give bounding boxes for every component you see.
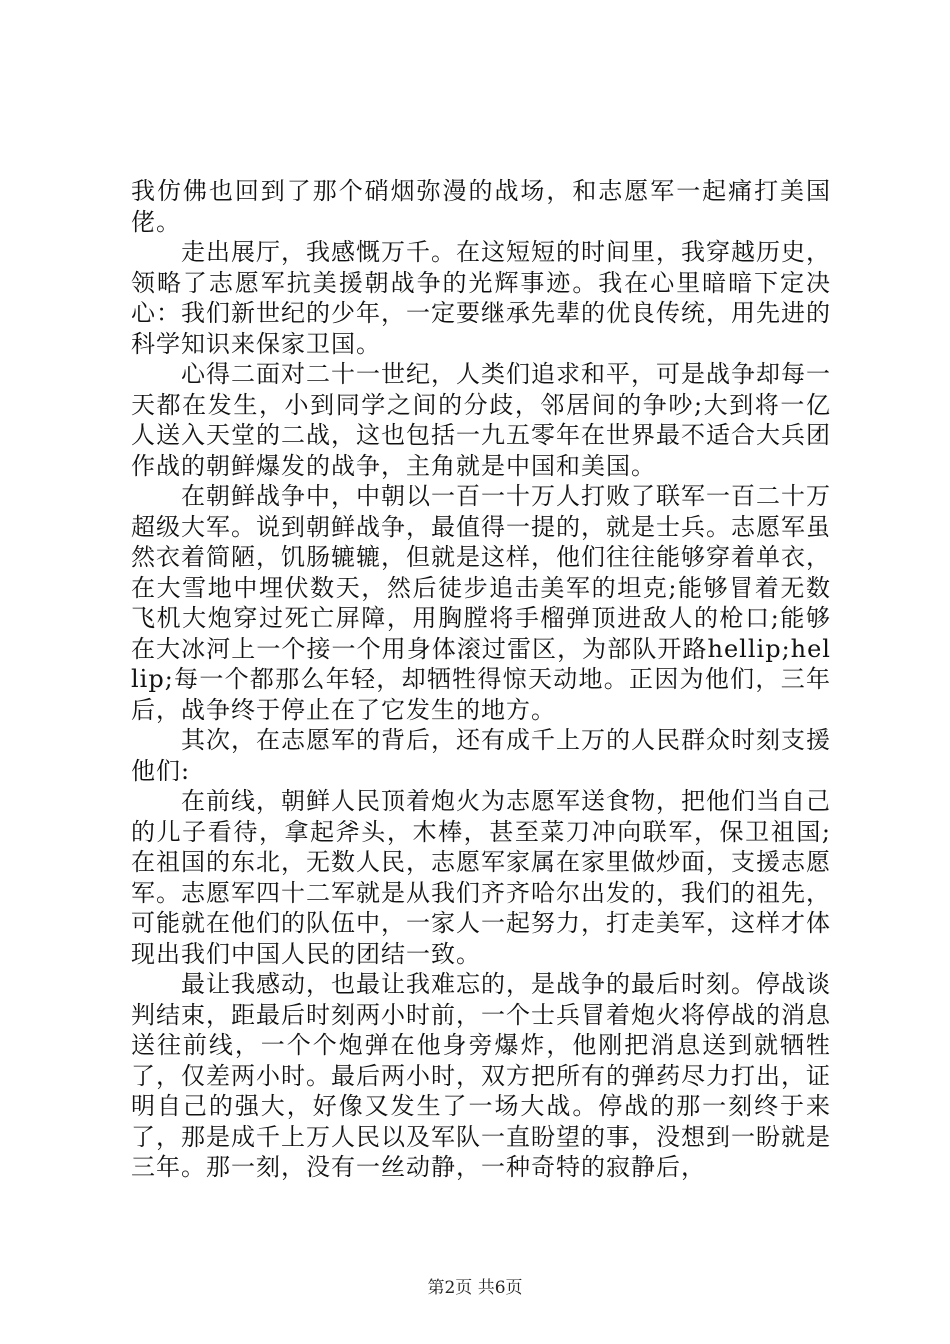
paragraph: 在朝鲜战争中，中朝以一百一十万人打败了联军一百二十万超级大军。说到朝鲜战争，最值得一提的，就是士兵。志愿军虽然衣着简陋，饥肠辘辘，但就是这样，他们往往能够穿着单衣，在大雪地中埋伏数天，然后徒步追击美军的坦克;能够冒着无数飞机大炮穿过死亡屏障，用胸膛将手榴弹顶进敌人的枪口;能够在大冰河上一个接一个用身体滚过雷区，为部队开路hellip;hellip;每一个都那么年轻，却牺牲得惊天动地。正因为他们，三年后，战争终于停止在了它发生的地方。 — [131, 482, 831, 724]
paragraph: 心得二面对二十一世纪，人类们追求和平，可是战争却每一天都在发生，小到同学之间的分歧，邻居间的争吵;大到将一亿人送入天堂的二战，这也包括一九五零年在世界最不适合大兵团作战的朝鲜爆发的战争，主角就是中国和美国。 — [131, 360, 831, 480]
document-body — [131, 176, 831, 1183]
paragraph: 其次，在志愿军的背后，还有成千上万的人民群众时刻支援他们: — [131, 726, 831, 785]
paragraph: 最让我感动，也最让我难忘的，是战争的最后时刻。停战谈判结束，距最后时刻两小时前，一个士兵冒着炮火将停战的消息送往前线，一个个炮弹在他身旁爆炸，他刚把消息送到就牺牲了，仅差两小时。最后两小时，双方把所有的弹药尽力打出，证明自己的强大，好像又发生了一场大战。停战的那一刻终于来了，那是成千上万人民以及军队一直盼望的事，没想到一盼就是三年。那一刻，没有一丝动静，一种奇特的寂静后， — [131, 970, 831, 1181]
paragraph: 在前线，朝鲜人民顶着炮火为志愿军送食物，把他们当自己的儿子看待，拿起斧头，木棒，甚至菜刀冲向联军，保卫祖国;在祖国的东北，无数人民，志愿军家属在家里做炒面，支援志愿军。志愿军四十二军就是从我们齐齐哈尔出发的，我们的祖先，可能就在他们的队伍中，一家人一起努力，打走美军，这样才体现出我们中国人民的团结一致。 — [131, 787, 831, 968]
page-footer: 第2页 共6页 — [427, 1278, 523, 1298]
paragraph: 我仿佛也回到了那个硝烟弥漫的战场，和志愿军一起痛打美国佬。 — [131, 177, 831, 236]
paragraph: 走出展厅，我感慨万千。在这短短的时间里，我穿越历史，领略了志愿军抗美援朝战争的光辉事迹。我在心里暗暗下定决心：我们新世纪的少年，一定要继承先辈的优良传统，用先进的科学知识来保家卫国。 — [131, 238, 831, 358]
